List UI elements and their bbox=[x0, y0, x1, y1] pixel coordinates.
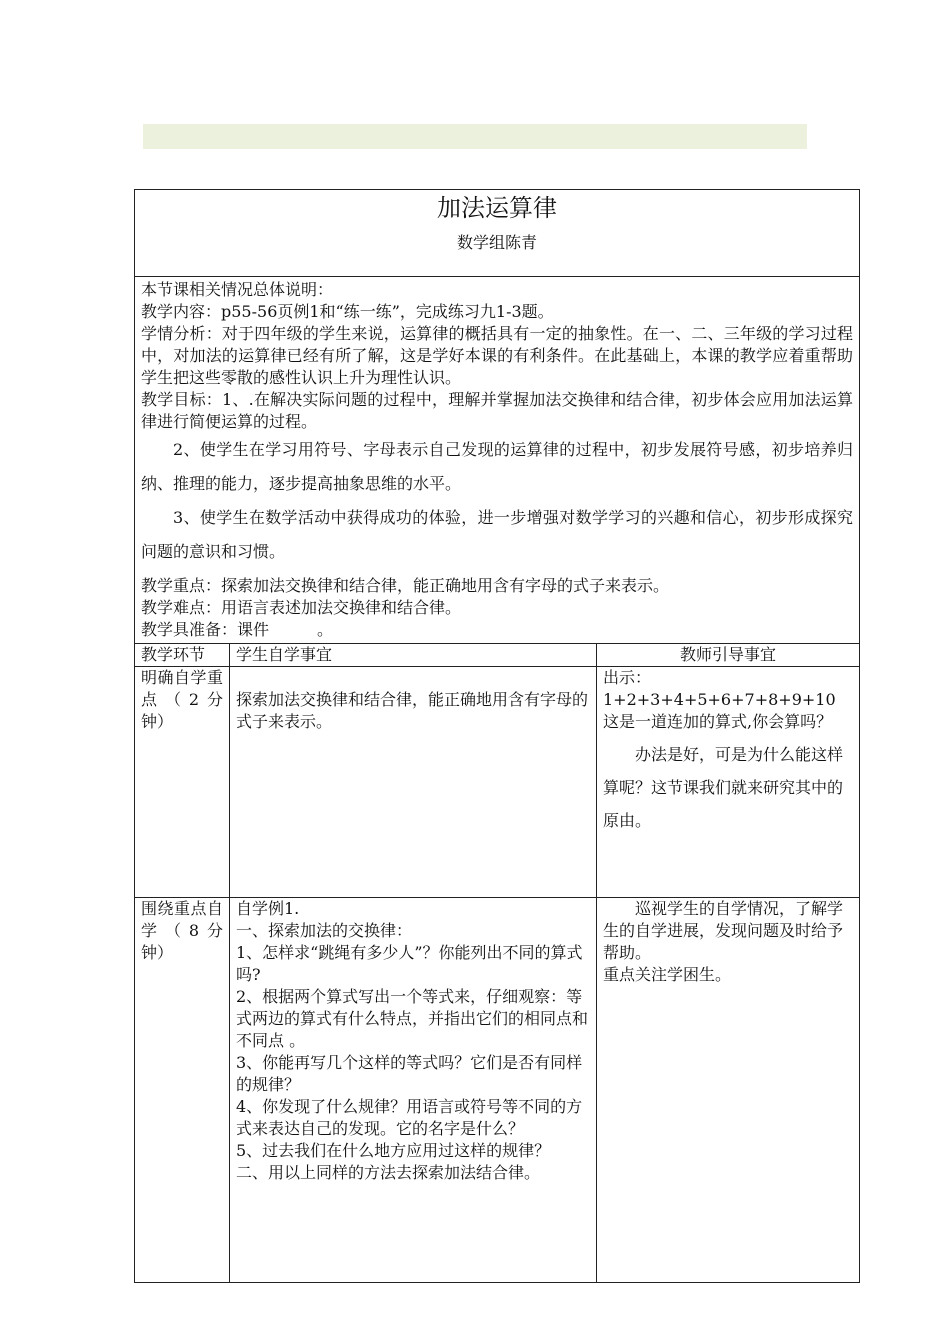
student-step: 1、怎样求“跳绳有多少人”？你能列出不同的算式吗? bbox=[236, 943, 583, 984]
stage-cell: 明确自学重点（2分钟） bbox=[135, 667, 230, 898]
teacher-line: 出示： bbox=[603, 668, 652, 687]
lesson-plan-table bbox=[134, 189, 860, 1283]
teacher-line: 1+2+3+4+5+6+7+8+9+10 bbox=[603, 690, 836, 709]
document-title: 加法运算律 bbox=[437, 194, 557, 222]
student-step: 5、过去我们在什么地方应用过这样的规律？ bbox=[236, 1141, 551, 1160]
teacher-cell bbox=[597, 898, 860, 1283]
student-step: 2、根据两个算式写出一个等式来，仔细观察：等式两边的算式有什么特点，并指出它们的相同点和不同点 。 bbox=[236, 987, 589, 1050]
document-author: 数学组陈青 bbox=[457, 233, 538, 252]
title-row bbox=[135, 190, 860, 277]
student-step: 二、用以上同样的方法去探索加法结合律。 bbox=[236, 1163, 541, 1182]
student-cell bbox=[230, 898, 597, 1283]
header-stage: 教学环节 bbox=[135, 644, 230, 667]
student-step: 一、探索加法的交换律： bbox=[236, 921, 413, 940]
teacher-line: 巡视学生的自学情况，了解学生的自学进展，发现问题及时给予帮助。 bbox=[603, 899, 844, 962]
teaching-goal-1: 教学目标：1、.在解决实际问题的过程中，理解并掌握加法交换律和结合律，初步体会应用加法运算律进行简便运算的过程。 bbox=[141, 390, 854, 431]
header-student: 学生自学事宜 bbox=[230, 644, 597, 667]
materials: 教学具准备：课件 。 bbox=[141, 620, 334, 639]
table-row bbox=[135, 898, 860, 1283]
student-step: 4、你发现了什么规律？用语言或符号等不同的方式来表达自己的发现。它的名字是什么？ bbox=[236, 1097, 583, 1138]
teaching-goal-3: 3、使学生在数学活动中获得成功的体验，进一步增强对数学学习的兴趣和信心，初步形成探究问题的意识和习惯。 bbox=[141, 508, 854, 561]
table-row bbox=[135, 667, 860, 898]
teacher-line: 这是一道连加的算式,你会算吗？ bbox=[603, 712, 833, 731]
title-cell bbox=[135, 190, 860, 277]
student-step: 自学例1. bbox=[236, 899, 300, 918]
student-cell bbox=[230, 667, 597, 898]
overview-cell bbox=[135, 277, 860, 644]
header-teacher: 教师引导事宜 bbox=[597, 644, 860, 667]
overview-row bbox=[135, 277, 860, 644]
key-point: 教学重点：探索加法交换律和结合律，能正确地用含有字母的式子来表示。 bbox=[141, 576, 670, 595]
teacher-line: 办法是好，可是为什么能这样算呢？这节课我们就来研究其中的原由。 bbox=[603, 745, 844, 830]
teaching-content: 教学内容：p55-56页例1和“练一练”，完成练习九1-3题。 bbox=[141, 302, 554, 321]
teacher-line: 重点关注学困生。 bbox=[603, 965, 732, 984]
spacer bbox=[236, 667, 590, 689]
column-header-row bbox=[135, 644, 860, 667]
stage-cell: 围绕重点自学（8分钟） bbox=[135, 898, 230, 1283]
learning-analysis: 学情分析：对于四年级的学生来说，运算律的概括具有一定的抽象性。在一、二、三年级的学习过程中，对加法的运算律已经有所了解，这是学好本课的有利条件。在此基础上，本课的教学应着重帮助学生把这些零散的感性认识上升为理性认识。 bbox=[141, 324, 854, 387]
student-step: 3、你能再写几个这样的等式吗？它们是否有同样的规律？ bbox=[236, 1053, 583, 1094]
student-text: 探索加法交换律和结合律，能正确地用含有字母的式子来表示。 bbox=[236, 690, 589, 731]
overview-heading: 本节课相关情况总体说明： bbox=[141, 280, 334, 299]
difficulty-point: 教学难点：用语言表述加法交换律和结合律。 bbox=[141, 598, 462, 617]
header-banner bbox=[143, 124, 807, 149]
teaching-goal-2: 2、使学生在学习用符号、字母表示自己发现的运算律的过程中，初步发展符号感，初步培养归纳、推理的能力，逐步提高抽象思维的水平。 bbox=[141, 440, 854, 493]
teacher-cell bbox=[597, 667, 860, 898]
